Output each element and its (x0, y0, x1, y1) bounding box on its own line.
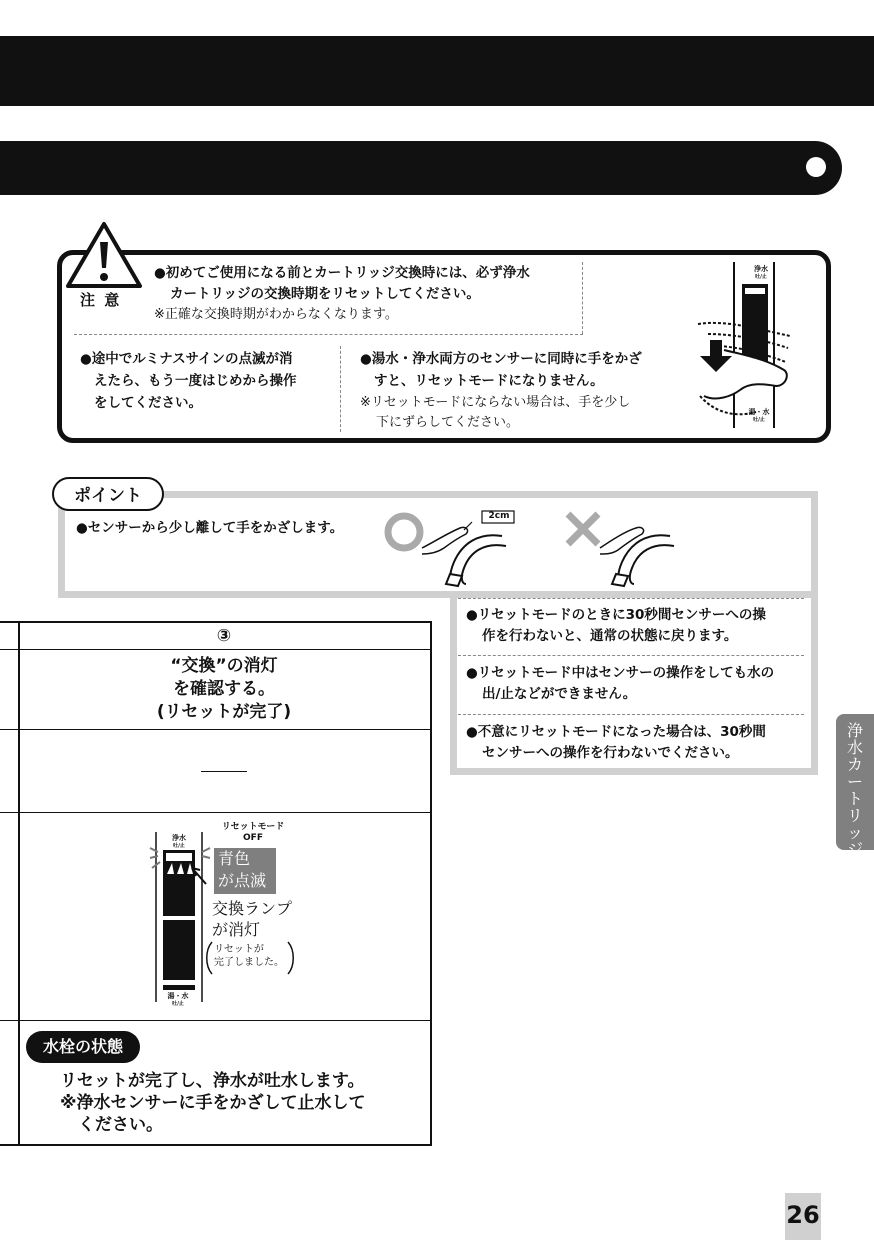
caution-label: 注 意 (80, 291, 122, 309)
header-bar (0, 36, 874, 106)
faucet-text-3: ください。 (78, 1115, 163, 1135)
reset-done-1: リセットが (214, 944, 264, 955)
blue-blink-label (214, 848, 276, 894)
faucet-text-1: リセットが完了し、浄水が吐水します。 (60, 1071, 365, 1091)
caution-divider-v2 (340, 346, 341, 432)
step-title-2: を確認する。 (173, 679, 275, 699)
faucet-status-tag: 水栓の状態 (26, 1031, 140, 1063)
incorrect-distance-illustration (560, 506, 680, 588)
distance-label: 2cm (488, 511, 510, 521)
reset-done-2: 完了しました。 (214, 957, 284, 968)
lamp-off-label-2: が消灯 (212, 920, 261, 939)
step-panel-top-2: 吐/止 (173, 843, 185, 849)
point-note-1-line-1: ●リセットモードのときに30秒間センサーへの操 (466, 607, 766, 623)
reset-mode-off: OFF (243, 833, 263, 843)
point-note-2-line-2: 出/止などができません。 (482, 686, 637, 702)
caution-mid-note-2: 下にずらしてください。 (376, 415, 520, 430)
warning-icon (66, 220, 144, 290)
lamp-off-label-1: 交換ランプ (212, 899, 293, 918)
panel-bottom-label-1: 湯・水 (748, 408, 770, 416)
panel-top-label-1: 浄水 (754, 265, 768, 273)
panel-bottom-label-2: 吐/止 (753, 417, 765, 423)
panel-top-label-2: 吐/止 (755, 274, 767, 280)
caution-left-text-3: をしてください。 (94, 395, 202, 411)
point-note-3-line-1: ●不意にリセットモードになった場合は、30秒間 (466, 724, 766, 740)
blue-blink-label-2: が点滅 (218, 871, 267, 890)
caution-left-text-1: ●途中でルミナスサインの点滅が消 (80, 351, 293, 367)
hand-over-sensor-illustration (694, 262, 794, 428)
step-title-3: (リセットが完了) (156, 702, 292, 722)
caution-divider-v1 (582, 262, 583, 334)
point-tag: ポイント (52, 477, 164, 511)
sensor-panel-illustration (148, 828, 218, 1004)
section-bar (0, 141, 842, 195)
caution-top-text-1: ●初めてご使用になる前とカートリッジ交換時には、必ず浄水 (154, 265, 530, 281)
point-note-1-line-2: 作を行わないと、通常の状態に戻ります。 (482, 628, 738, 644)
faucet-text-2: ※浄水センサーに手をかざして止水して (60, 1093, 366, 1113)
caution-mid-note-1: ※リセットモードにならない場合は、手を少し (360, 395, 631, 410)
section-side-tab[interactable] (836, 714, 874, 859)
section-side-tab-label: 浄水カートリッジ (846, 721, 863, 859)
point-note-2-line-1: ●リセットモード中はセンサーの操作をしても水の (466, 665, 775, 681)
step-panel-bottom-2: 吐/止 (172, 1001, 184, 1007)
step-panel-bottom-1: 湯・水 (167, 992, 189, 1000)
point-sensor-text: ●センサーから少し離して手をかざします。 (76, 520, 344, 536)
caution-mid-text-1: ●湯水・浄水両方のセンサーに同時に手をかざ (360, 351, 642, 367)
reset-done-brackets (204, 940, 298, 976)
step-panel-top-1: 浄水 (172, 834, 186, 842)
caution-top-text-2: カートリッジの交換時期をリセットしてください。 (170, 286, 480, 302)
section-bar-dot (806, 157, 826, 177)
reset-mode-label: リセットモード (221, 822, 285, 832)
step-number: ③ (216, 626, 232, 646)
empty-cell-dash (201, 771, 247, 772)
page-number: 26 (785, 1193, 821, 1240)
caution-left-text-2: えたら、もう一度はじめから操作 (94, 373, 297, 389)
caution-mid-text-2: すと、リセットモードになりません。 (374, 373, 604, 389)
caution-divider-h (74, 334, 583, 335)
step-title-1: “交換”の消灯 (170, 656, 278, 676)
caution-top-note: ※正確な交換時期がわからなくなります。 (154, 307, 398, 322)
point-note-3-line-2: センサーへの操作を行わないでください。 (482, 745, 739, 761)
blue-blink-label-1: 青色 (218, 849, 251, 868)
